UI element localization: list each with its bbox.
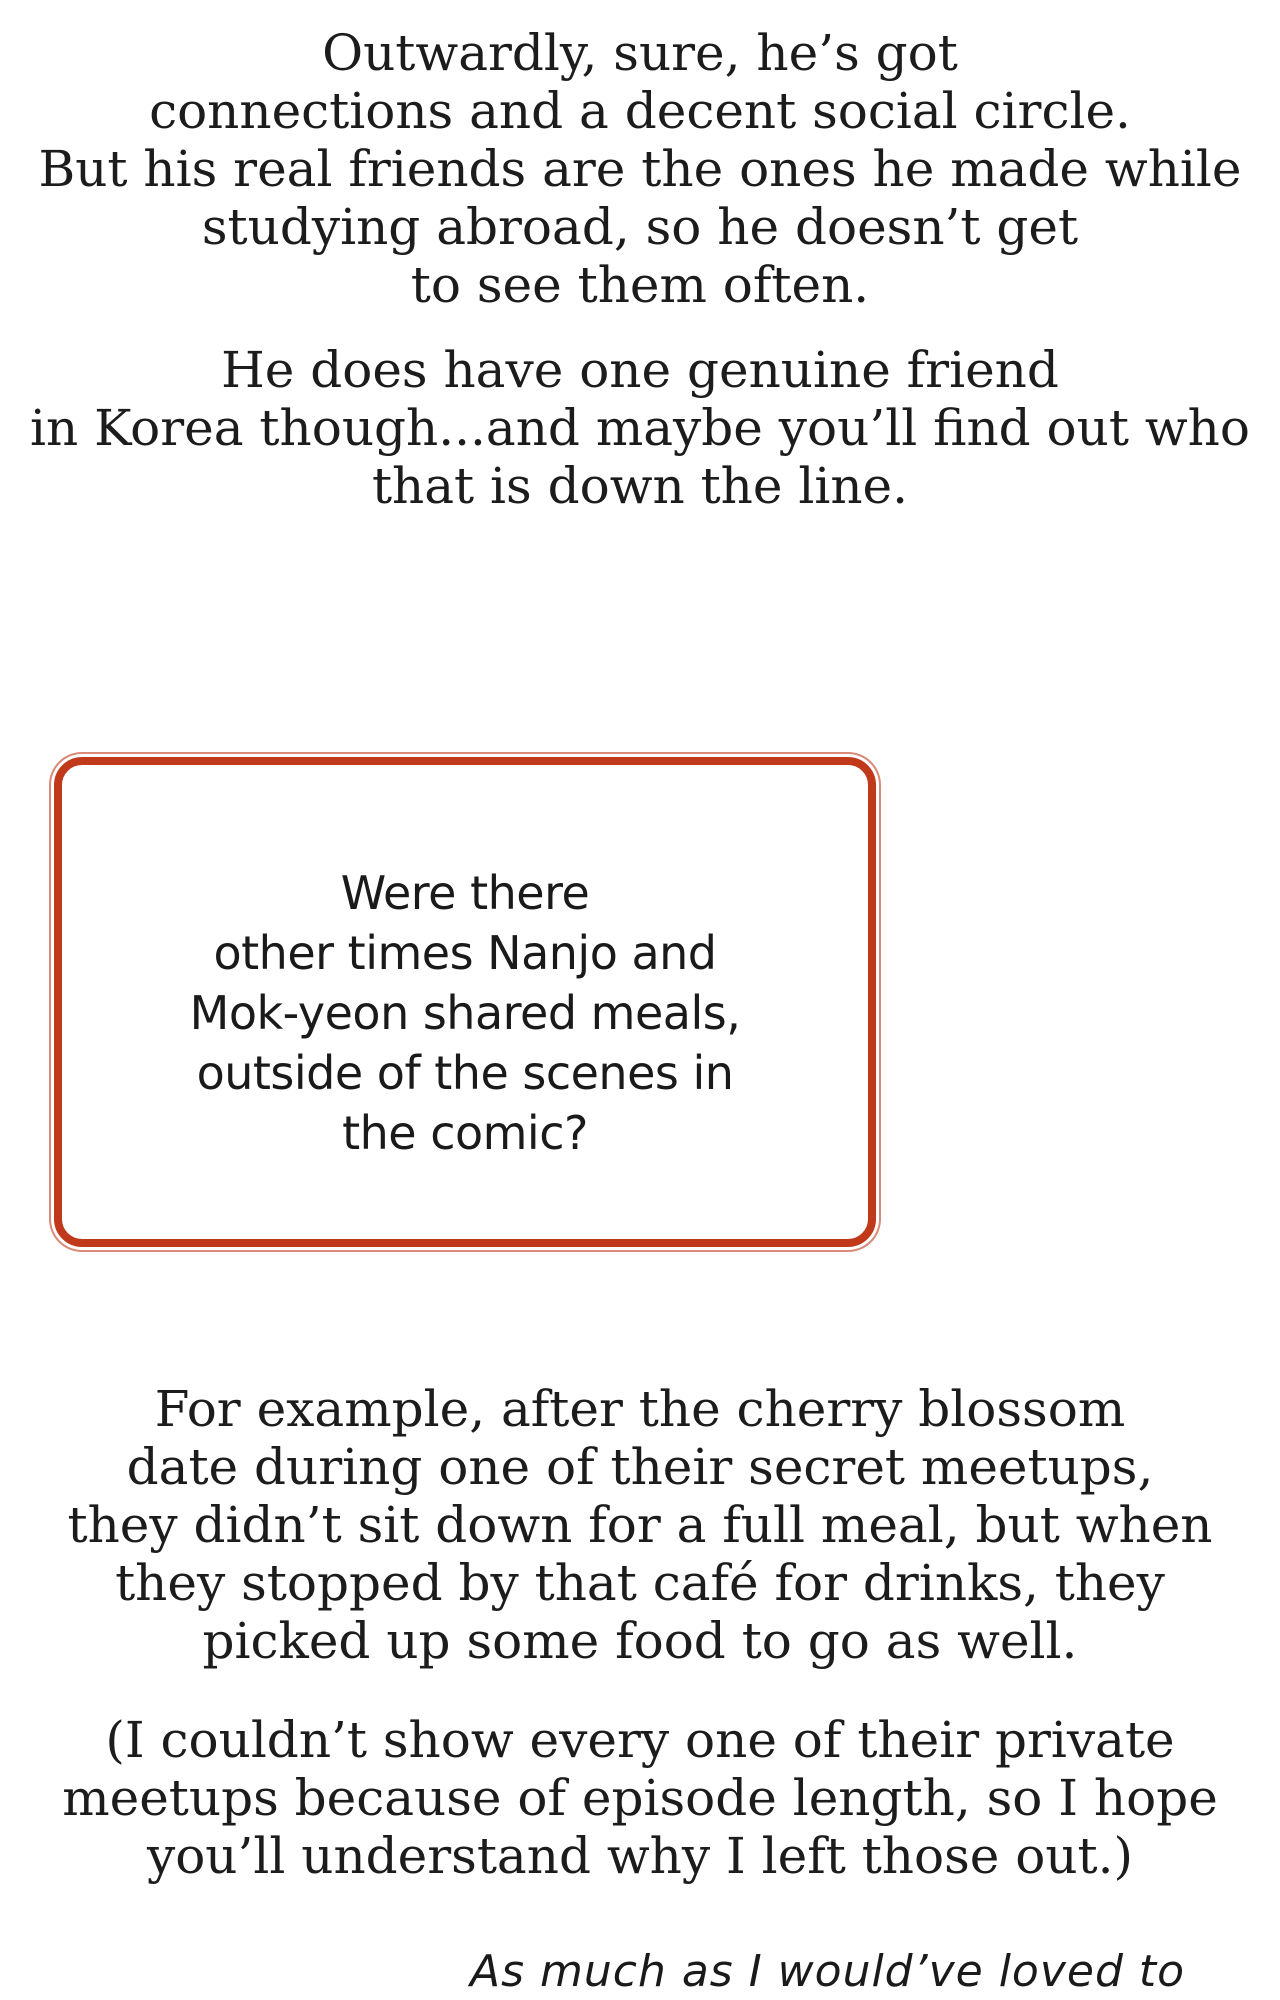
paragraph-line: (I couldn’t show every one of their private bbox=[105, 1711, 1175, 1769]
paragraph-line: Outwardly, sure, he’s got bbox=[322, 24, 958, 82]
paragraph-cherry-blossom-example bbox=[0, 1380, 1280, 1670]
paragraph-line: studying abroad, so he doesn’t get bbox=[201, 198, 1079, 256]
paragraph-line: connections and a decent social circle. bbox=[149, 82, 1131, 140]
paragraph-line: But his real friends are the ones he made while bbox=[38, 140, 1242, 198]
question-line: the comic? bbox=[342, 1106, 588, 1160]
paragraph-line: picked up some food to go as well. bbox=[202, 1612, 1078, 1670]
handwritten-note: As much as I would’ve loved to bbox=[470, 1946, 1186, 1997]
question-line: Were there bbox=[340, 866, 590, 920]
paragraph-friends-abroad bbox=[0, 24, 1280, 314]
paragraph-line: date during one of their secret meetups, bbox=[126, 1438, 1154, 1496]
paragraph-line: For example, after the cherry blossom bbox=[154, 1380, 1126, 1438]
question-line: other times Nanjo and bbox=[213, 926, 717, 980]
paragraph-line: to see them often. bbox=[410, 256, 870, 314]
paragraph-line: in Korea though...and maybe you’ll find out who bbox=[30, 399, 1250, 457]
paragraph-line: He does have one genuine friend bbox=[221, 341, 1059, 399]
question-line: Mok-yeon shared meals, bbox=[189, 986, 741, 1040]
question-text bbox=[62, 863, 868, 1163]
paragraph-line: meetups because of episode length, so I hope bbox=[62, 1769, 1218, 1827]
paragraph-line: you’ll understand why I left those out.) bbox=[146, 1827, 1134, 1885]
paragraph-genuine-friend bbox=[0, 341, 1280, 515]
question-box bbox=[54, 757, 876, 1247]
question-line: outside of the scenes in bbox=[196, 1046, 734, 1100]
paragraph-episode-length-note bbox=[0, 1711, 1280, 1885]
paragraph-line: they didn’t sit down for a full meal, but when bbox=[67, 1496, 1213, 1554]
paragraph-line: that is down the line. bbox=[371, 457, 909, 515]
paragraph-line: they stopped by that café for drinks, they bbox=[115, 1554, 1165, 1612]
